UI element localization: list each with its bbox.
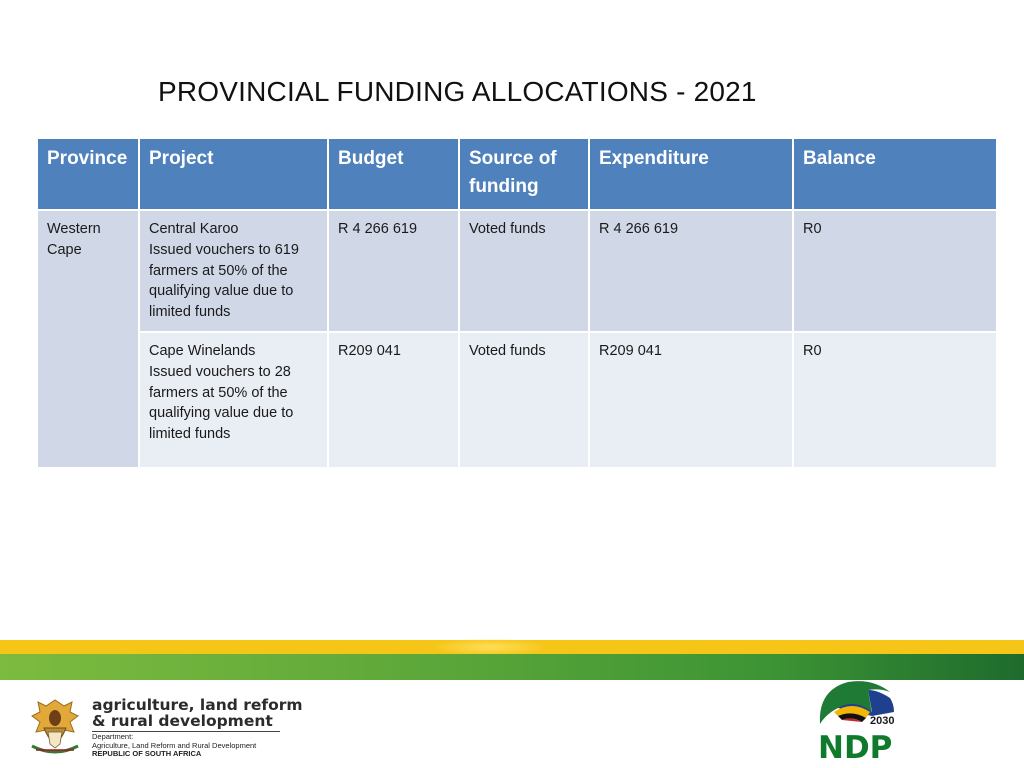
column-header-budget: Budget xyxy=(328,138,459,210)
column-header-balance: Balance xyxy=(793,138,997,210)
expenditure-cell: R 4 266 619 xyxy=(589,210,793,332)
column-header-province: Province xyxy=(37,138,139,210)
expenditure-cell: R209 041 xyxy=(589,332,793,468)
balance-cell: R0 xyxy=(793,332,997,468)
source-cell: Voted funds xyxy=(459,332,589,468)
project-description: Issued vouchers to 619 farmers at 50% of the qualifying value due to limited funds xyxy=(149,241,299,321)
province-cell: Western Cape xyxy=(37,210,139,468)
ndp-text: NDP xyxy=(818,730,893,764)
project-description: Issued vouchers to 28 farmers at 50% of the qualifying value due to limited funds xyxy=(149,363,294,443)
department-subtitle: Department: Agriculture, Land Reform and Rural Development REPUBLIC OF SOUTH AFRICA xyxy=(92,732,257,758)
budget-cell: R209 041 xyxy=(328,332,459,468)
column-header-project: Project xyxy=(139,138,328,210)
funding-table xyxy=(36,137,998,469)
table-row xyxy=(37,332,997,468)
balance-cell: R0 xyxy=(793,210,997,332)
column-header-source: Source of funding xyxy=(459,138,589,210)
ndp-year: 2030 xyxy=(870,715,895,727)
source-cell: Voted funds xyxy=(459,210,589,332)
column-header-expenditure: Expenditure xyxy=(589,138,793,210)
budget-cell: R 4 266 619 xyxy=(328,210,459,332)
project-cell xyxy=(139,332,328,468)
page-title: PROVINCIAL FUNDING ALLOCATIONS - 2021 xyxy=(158,76,757,107)
project-cell xyxy=(139,210,328,332)
department-name: agriculture, land reform & rural development xyxy=(92,696,303,730)
project-name: Cape Winelands xyxy=(149,342,256,359)
table-row xyxy=(37,210,997,332)
ndp-2030-logo xyxy=(808,672,904,764)
project-name: Central Karoo xyxy=(149,221,239,237)
table-header-row xyxy=(37,138,997,210)
coat-of-arms-icon xyxy=(26,696,84,758)
